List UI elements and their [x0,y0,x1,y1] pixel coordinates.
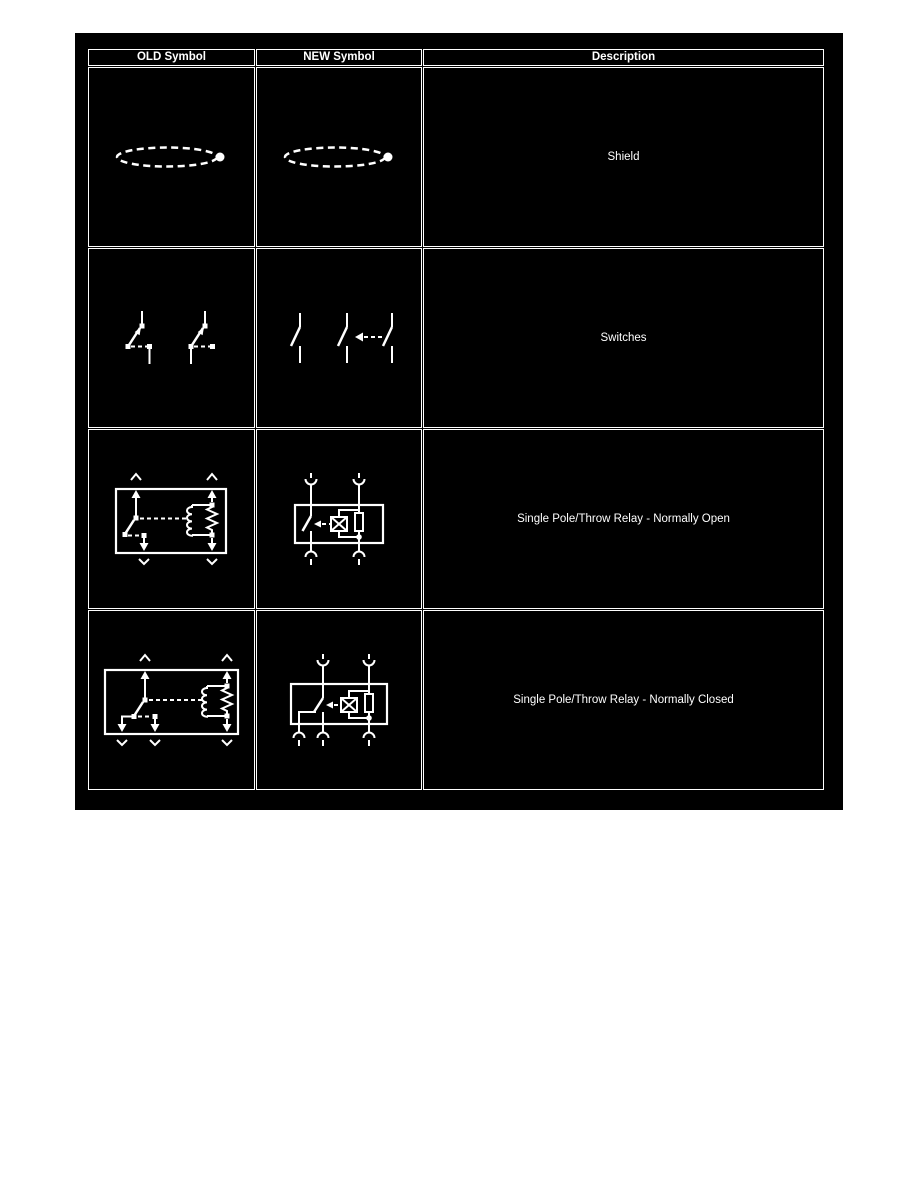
table-row [88,67,824,247]
header-old-symbol: OLD Symbol [88,49,255,66]
shield-dashed-ellipse-icon [114,143,229,171]
cell-old-relay-nc [88,610,255,790]
description-relay-nc: Single Pole/Throw Relay - Normally Closed [423,610,824,790]
header-new-symbol: NEW Symbol [256,49,422,66]
header-description: Description [423,49,824,66]
description-shield: Shield [423,67,824,247]
cell-new-shield [256,67,422,247]
table-row [88,248,824,428]
cell-old-relay-no [88,429,255,609]
table-row [88,610,824,790]
description-switches: Switches [423,248,824,428]
shield-dashed-ellipse-icon [282,143,397,171]
relay-normally-closed-old-icon [95,652,248,749]
symbol-legend-table [87,48,825,791]
cell-old-shield [88,67,255,247]
cell-old-switches [88,248,255,428]
relay-normally-open-new-icon [287,473,391,566]
relay-normally-open-old-icon [104,471,239,568]
description-relay-no: Single Pole/Throw Relay - Normally Open [423,429,824,609]
switches-new-icon [275,312,403,364]
relay-normally-closed-new-icon [283,654,395,747]
table-row [88,429,824,609]
cell-new-relay-no [256,429,422,609]
cell-new-relay-nc [256,610,422,790]
switches-old-icon [120,309,224,367]
cell-new-switches [256,248,422,428]
header-row [88,49,824,66]
wiring-symbols-canvas [75,33,843,810]
